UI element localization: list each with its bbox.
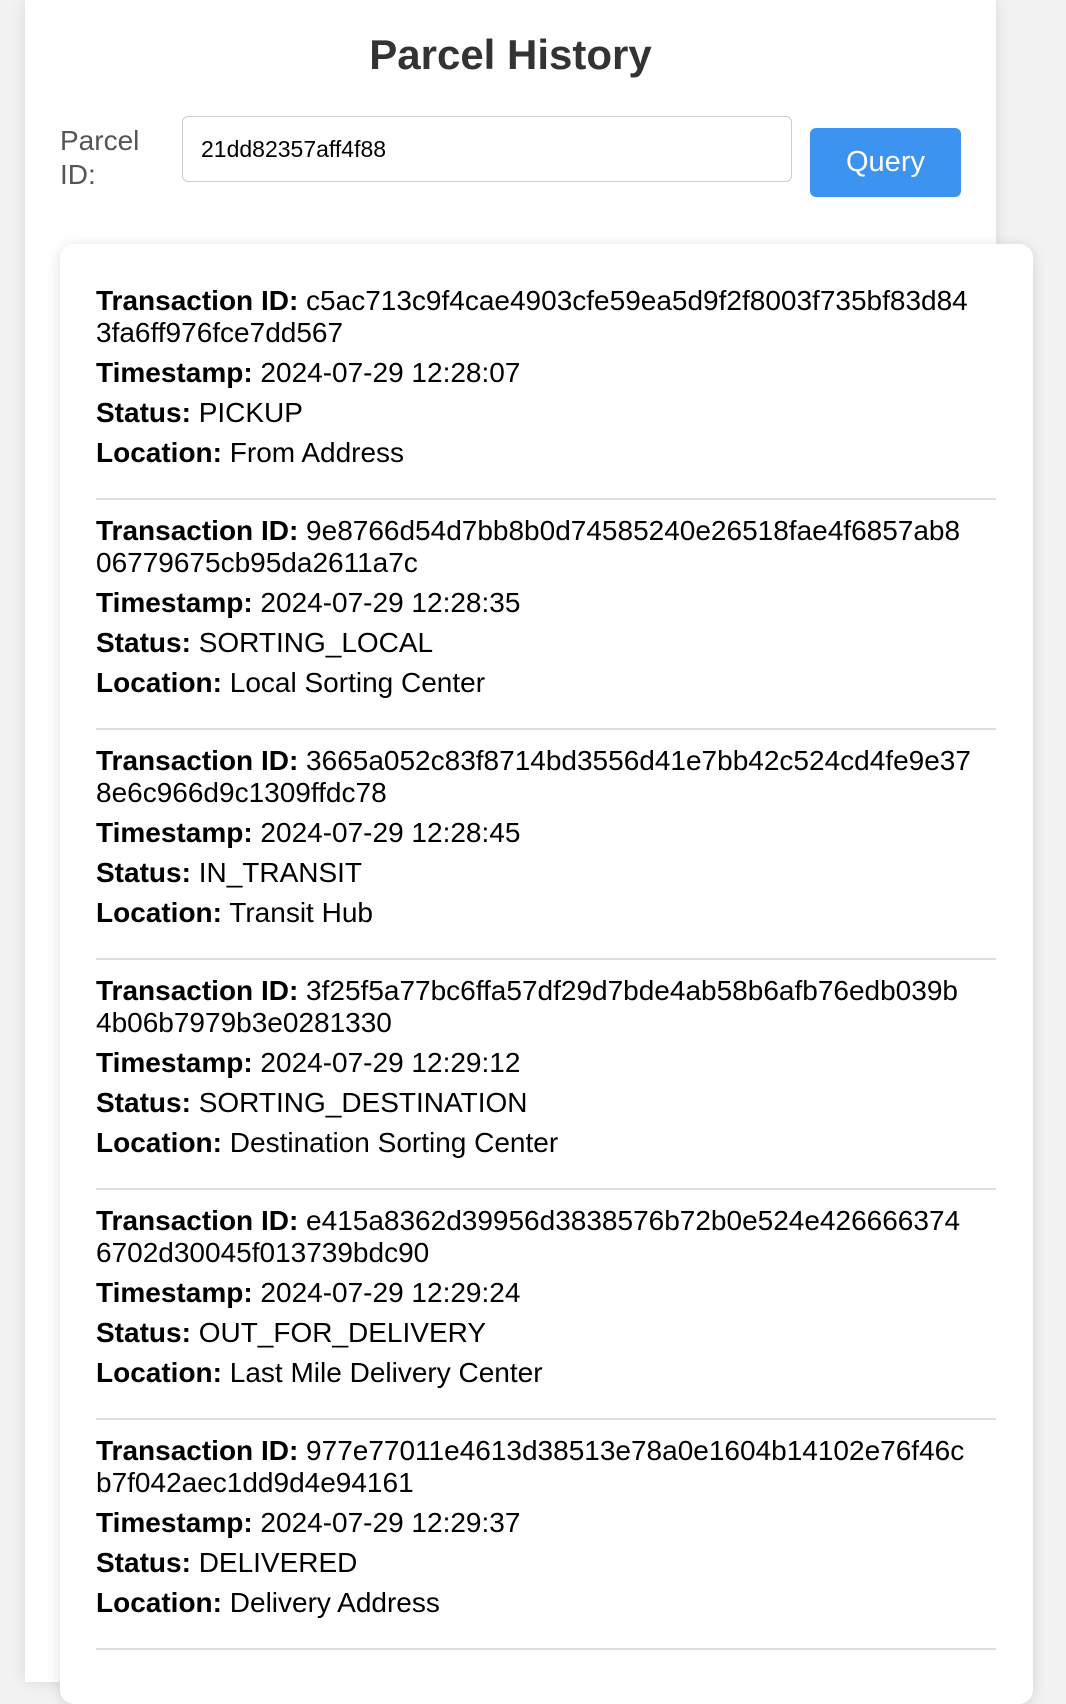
timestamp-value: 2024-07-29 12:29:37 — [260, 1507, 521, 1538]
transaction-id-continuation: 8e6c966d9c1309ffdc78 — [96, 777, 387, 808]
transaction-id-label: Transaction ID: — [96, 745, 299, 776]
status-line — [96, 396, 996, 429]
status-line — [96, 1316, 996, 1349]
status-value: SORTING_DESTINATION — [198, 1087, 528, 1118]
timestamp-label: Timestamp: — [96, 357, 253, 388]
transaction-id-continuation: b7f042aec1dd9d4e94161 — [96, 1467, 414, 1498]
timestamp-label: Timestamp: — [96, 587, 253, 618]
transaction-id-continuation: 6702d30045f013739bdc90 — [96, 1237, 430, 1268]
transaction-id-line — [96, 1434, 996, 1467]
transaction-id-label: Transaction ID: — [96, 515, 299, 546]
location-value: Transit Hub — [229, 897, 373, 928]
history-card — [60, 244, 1033, 1704]
location-line — [96, 436, 996, 469]
timestamp-label: Timestamp: — [96, 1277, 253, 1308]
transaction-id-value: 9e8766d54d7bb8b0d74585240e26518fae4f6857ab8 — [306, 515, 961, 546]
timestamp-label: Timestamp: — [96, 1047, 253, 1078]
transaction-id-value: 3f25f5a77bc6ffa57df29d7bde4ab58b6afb76edb039b — [306, 975, 958, 1006]
location-label: Location: — [96, 667, 222, 698]
timestamp-value: 2024-07-29 12:28:07 — [260, 357, 521, 388]
location-label: Location: — [96, 1587, 222, 1618]
status-value: OUT_FOR_DELIVERY — [198, 1317, 487, 1348]
timestamp-label: Timestamp: — [96, 817, 253, 848]
timestamp-value: 2024-07-29 12:28:45 — [260, 817, 521, 848]
transaction-id-label: Transaction ID: — [96, 1205, 299, 1236]
status-line — [96, 856, 996, 889]
status-value: PICKUP — [198, 397, 303, 428]
location-value: From Address — [229, 437, 405, 468]
transaction-id-continuation: 06779675cb95da2611a7c — [96, 547, 418, 578]
status-value: IN_TRANSIT — [198, 857, 363, 888]
timestamp-line — [96, 1276, 996, 1309]
location-line — [96, 1356, 996, 1389]
transaction-id-line — [96, 744, 996, 777]
timestamp-line — [96, 1506, 996, 1539]
location-value: Local Sorting Center — [229, 667, 486, 698]
location-value: Last Mile Delivery Center — [229, 1357, 543, 1388]
transaction-id-line — [96, 974, 996, 1007]
status-value: SORTING_LOCAL — [198, 627, 434, 658]
location-label: Location: — [96, 897, 222, 928]
status-label: Status: — [96, 857, 191, 888]
location-line — [96, 896, 996, 929]
page-title: Parcel History — [369, 31, 652, 78]
location-line — [96, 1586, 996, 1619]
status-line — [96, 1546, 996, 1579]
location-label: Location: — [96, 1357, 222, 1388]
timestamp-value: 2024-07-29 12:28:35 — [260, 587, 521, 618]
location-line — [96, 666, 996, 699]
transaction-id-line — [96, 514, 996, 547]
status-label: Status: — [96, 397, 191, 428]
timestamp-label: Timestamp: — [96, 1507, 253, 1538]
parcel-id-input[interactable] — [182, 116, 792, 182]
timestamp-value: 2024-07-29 12:29:12 — [260, 1047, 521, 1078]
location-label: Location: — [96, 437, 222, 468]
transaction-id-continuation: 3fa6ff976fce7dd567 — [96, 317, 344, 348]
timestamp-line — [96, 816, 996, 849]
timestamp-line — [96, 1046, 996, 1079]
location-label: Location: — [96, 1127, 222, 1158]
transaction-id-value: e415a8362d39956d3838576b72b0e524e426666374 — [306, 1205, 961, 1236]
location-value: Destination Sorting Center — [229, 1127, 559, 1158]
timestamp-line — [96, 356, 996, 389]
status-label: Status: — [96, 1547, 191, 1578]
transaction-id-label: Transaction ID: — [96, 1435, 299, 1466]
transaction-id-value: c5ac713c9f4cae4903cfe59ea5d9f2f8003f735bf83d84 — [306, 285, 968, 316]
transaction-id-value: 3665a052c83f8714bd3556d41e7bb42c524cd4fe9e37 — [306, 745, 971, 776]
history-record — [96, 1420, 996, 1650]
history-record — [96, 270, 996, 500]
history-record — [96, 1190, 996, 1420]
transaction-id-line — [96, 1204, 996, 1237]
location-line — [96, 1126, 996, 1159]
transaction-id-label: Transaction ID: — [96, 975, 299, 1006]
timestamp-line — [96, 586, 996, 619]
status-label: Status: — [96, 627, 191, 658]
status-label: Status: — [96, 1317, 191, 1348]
history-record — [96, 960, 996, 1190]
timestamp-value: 2024-07-29 12:29:24 — [260, 1277, 521, 1308]
parcel-id-label: Parcel ID: — [60, 125, 140, 190]
status-value: DELIVERED — [198, 1547, 358, 1578]
query-button[interactable]: Query — [810, 128, 961, 197]
history-record — [96, 730, 996, 960]
transaction-id-value: 977e77011e4613d38513e78a0e1604b14102e76f46c — [306, 1435, 965, 1466]
transaction-id-line — [96, 284, 996, 317]
history-record — [96, 500, 996, 730]
status-line — [96, 1086, 996, 1119]
location-value: Delivery Address — [229, 1587, 440, 1618]
transaction-id-continuation: 4b06b7979b3e0281330 — [96, 1007, 392, 1038]
transaction-id-label: Transaction ID: — [96, 285, 299, 316]
status-label: Status: — [96, 1087, 191, 1118]
status-line — [96, 626, 996, 659]
